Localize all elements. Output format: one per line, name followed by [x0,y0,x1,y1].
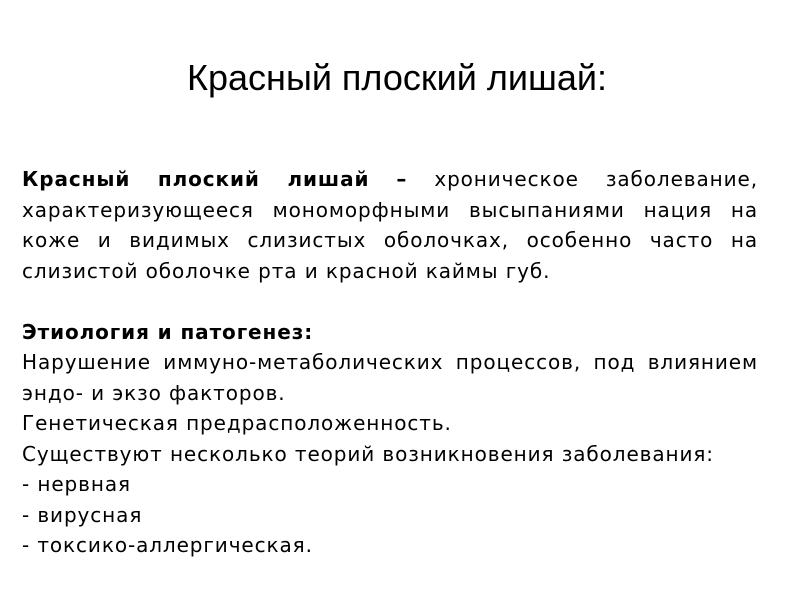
definition-paragraph [22,164,758,286]
definition-dash: – [396,167,408,191]
etiology-paragraph: Генетическая предрасположенность. [22,411,452,435]
etiology-paragraph: Нарушение иммуно-метаболических процессов, под влиянием эндо- и экзо факторов. [22,350,758,405]
spacer [22,286,758,317]
etiology-paragraph: Существуют несколько теорий возникновения заболевания: [22,441,714,466]
definition-text: хроническое заболевание, характеризующееся мономорфными высыпаниями нация на коже и видимых слизистых оболочках, особенно часто на слизистой оболочке рта и красной каймы губ. [22,167,758,283]
etiology-heading: Этиология и патогенез: [22,319,314,344]
definition-term: Красный плоский лишай [22,167,370,191]
slide-title: Красный плоский лишай: [187,57,607,98]
theory-list-item: - вирусная [22,502,143,527]
theory-list-item: - нервная [22,472,131,496]
slide-body [22,164,758,561]
theory-list-item: - токсико-аллергическая. [22,533,313,557]
